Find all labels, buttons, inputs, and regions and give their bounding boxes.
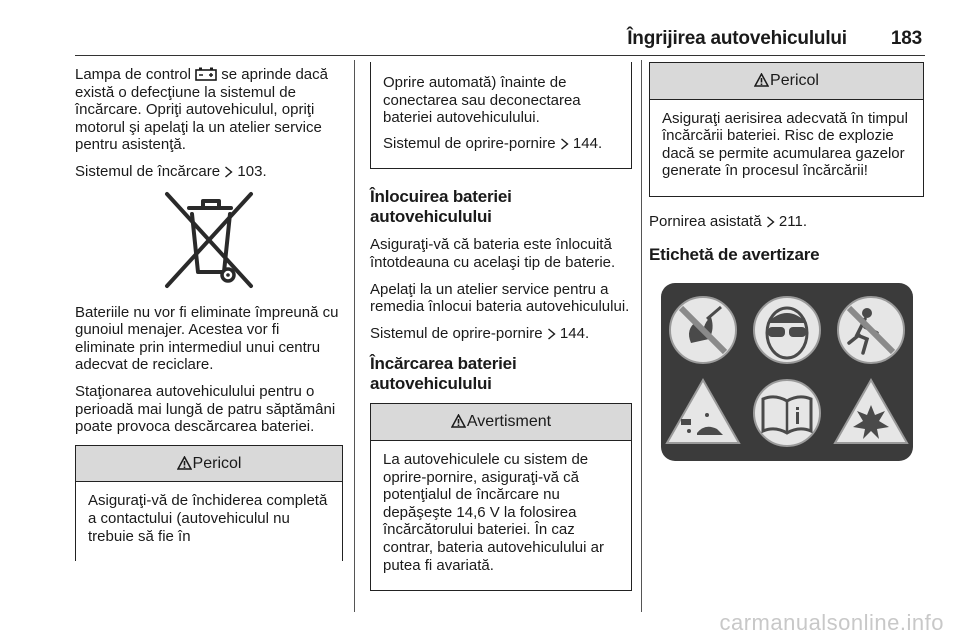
- danger-box-body: Asiguraţi-vă de închiderea completă a contactului (autovehiculul nu trebuie să fie în: [88, 492, 328, 545]
- page-ref-link[interactable]: 211.: [778, 212, 807, 230]
- warning-triangle-icon: [451, 414, 466, 428]
- paragraph-disposal: Bateriile nu vor fi eliminate împreună cu gunoiul menajer. Acestea vor fi eliminate prin intermediul unui centru adecvat de reciclare.: [75, 303, 339, 374]
- column-divider-2: [641, 60, 642, 612]
- read-manual-icon: [754, 380, 820, 446]
- page-header: [0, 28, 922, 56]
- danger-box-body: Asiguraţi aerisirea adecvată în timpul încărcării bateriei. Risc de explozie dacă se permite acumularea gazelor generate în procesul încărcării!: [662, 109, 908, 180]
- paragraph-parking: Staţionarea autovehiculului pentru o perioadă mai lungă de patru săptămâni poate provoca descărcarea bateriei.: [75, 382, 336, 436]
- keep-children-away-icon: [838, 297, 904, 363]
- page-number: 183: [890, 28, 922, 49]
- column-2: [370, 62, 632, 601]
- heading-battery-charging: Încărcarea bateriei autovehiculului: [370, 354, 517, 394]
- warning-triangle-icon: [177, 456, 192, 470]
- page-ref-link[interactable]: 144.: [559, 324, 590, 342]
- danger-box-2: [649, 62, 924, 197]
- crossed-bin-icon: [151, 190, 267, 290]
- warning-box-header: Avertisment: [371, 404, 631, 441]
- paragraph-same-type: Asiguraţi-vă că bateria este înlocuită întotdeauna cu acelaşi tip de baterie.: [370, 236, 616, 271]
- danger-box-header: Pericol: [650, 63, 923, 100]
- reference-arrow-icon: [766, 216, 775, 228]
- column-1: [75, 66, 343, 571]
- column-3: [649, 62, 924, 461]
- warning-box-body: La autovehiculele cu sistem de oprire-pornire, asiguraţi-vă că potenţialul de încărcare nu depăşeşte 14,6 V la folosirea încărcătorului bateriei. În caz contrar, bateria autovehiculului ar putea fi avariată.: [383, 450, 604, 574]
- warning-triangle-icon: [754, 73, 769, 87]
- danger-box-1: [75, 445, 343, 561]
- header-rule: [75, 55, 925, 56]
- heading-warning-label: Etichetă de avertizare: [649, 244, 820, 264]
- reference-arrow-icon: [224, 166, 233, 178]
- reference-arrow-icon: [547, 328, 556, 340]
- danger-box-continued: Oprire automată) înainte de conectarea sau deconectarea bateriei autovehiculului. Sistemul de oprire-pornire 144.: [370, 62, 632, 169]
- eye-protection-icon: [754, 297, 820, 363]
- paragraph-jump-start-ref: Pornirea asistată 211.: [649, 212, 807, 230]
- paragraph-charge-lamp: Lampa de control se aprinde dacă există o defecţiune la sistemul de încărcare. Opriţi autovehiculul, opriţi motorul şi apelaţi la un atelier service pentru asistenţă.: [75, 66, 328, 154]
- column-divider-1: [354, 60, 355, 612]
- battery-warning-label-image: [661, 283, 913, 461]
- watermark: carmanualsonline.info: [719, 610, 944, 635]
- page-title: Îngrijirea autovehiculului: [627, 28, 847, 49]
- paragraph-charging-ref: Sistemul de încărcare 103.: [75, 162, 267, 180]
- heading-battery-replacement: Înlocuirea bateriei autovehiculului: [370, 187, 512, 227]
- page-ref-link[interactable]: 144.: [572, 134, 603, 152]
- reference-arrow-icon: [560, 138, 569, 150]
- paragraph-stop-start-ref: Sistemul de oprire-pornire 144.: [370, 324, 590, 342]
- paragraph-service: Apelaţi la un atelier service pentru a remedia înlocui bateria autovehiculului.: [370, 280, 630, 316]
- no-fire-icon: [670, 297, 736, 363]
- page-ref-link[interactable]: 103.: [237, 162, 267, 180]
- battery-warning-icon: [195, 67, 217, 81]
- warning-box: [370, 403, 632, 591]
- danger-box-header: Pericol: [76, 446, 342, 483]
